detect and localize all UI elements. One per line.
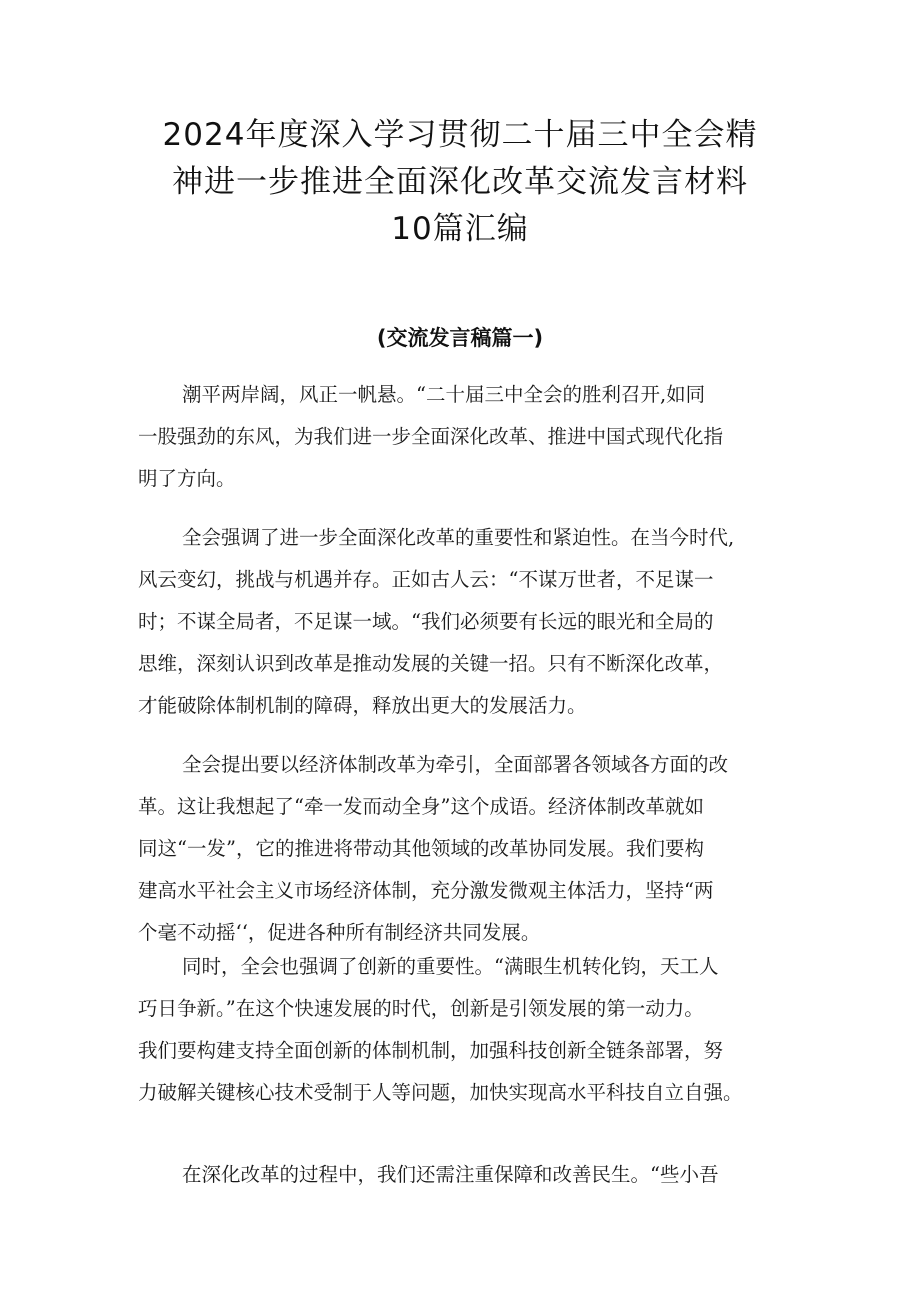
text-line: 同这“一发”，它的推进将带动其他领域的改革协同发展。我们要构 xyxy=(138,837,704,860)
text-line: 个毫不动摇‘‘，促进各种所有制经济共同发展。 xyxy=(138,921,541,944)
paragraph xyxy=(138,1154,800,1196)
title-line: 神进一步推进全面深化改革交流发言材料 xyxy=(172,164,748,200)
text-line: 在深化改革的过程中，我们还需注重保障和改善民生。“些小吾 xyxy=(182,1163,719,1186)
text-line: 才能破除体制机制的障碍，释放出更大的发展活力。 xyxy=(138,694,587,717)
paragraph xyxy=(138,517,800,727)
text-line: 思维，深刻认识到改革是推动发展的关键一招。只有不断深化改革， xyxy=(138,652,724,675)
text-line: 巧日争新。”在这个快速发展的时代，创新是引领发展的第一动力。 xyxy=(138,997,704,1020)
paragraph xyxy=(138,946,800,1114)
text-line: 一股强劲的东风，为我们进一步全面深化改革、推进中国式现代化指 xyxy=(138,425,724,448)
section-heading: (交流发言稿篇一) xyxy=(376,326,544,350)
title-line: 10篇汇编 xyxy=(391,211,529,247)
text-line: 全会强调了进一步全面深化改革的重要性和紧迫性。在当今时代, xyxy=(182,526,735,549)
paragraph xyxy=(138,374,800,500)
text-line: 我们要构建支持全面创新的体制机制，加强科技创新全链条部署，努 xyxy=(138,1039,724,1062)
text-line: 全会提出要以经济体制改革为牵引，全面部署各领域各方面的改 xyxy=(182,753,729,776)
text-line: 同时，全会也强调了创新的重要性。“满眼生机转化钧，天工人 xyxy=(182,955,719,978)
text-line: 建高水平社会主义市场经济体制，充分激发微观主体活力，坚持“两 xyxy=(138,879,714,902)
text-line: 潮平两岸阔，风正一帆悬。“二十届三中全会的胜利召开,如同 xyxy=(182,383,706,406)
text-line: 时；不谋全局者，不足谋一域。“我们必须要有长远的眼光和全局的 xyxy=(138,610,714,633)
text-line: 明了方向。 xyxy=(138,467,236,490)
text-line: 风云变幻，挑战与机遇并存。正如古人云：“不谋万世者，不足谋一 xyxy=(138,568,714,591)
title-line: 2024年度深入学习贯彻二十届三中全会精 xyxy=(162,117,758,153)
text-line: 革。这让我想起了“牵一发而动全身”这个成语。经济体制改革就如 xyxy=(138,795,704,818)
text-line: 力破解关键核心技术受制于人等问题，加快实现高水平科技自立自强。 xyxy=(138,1081,743,1104)
paragraph xyxy=(138,744,800,954)
document-title xyxy=(110,112,810,253)
